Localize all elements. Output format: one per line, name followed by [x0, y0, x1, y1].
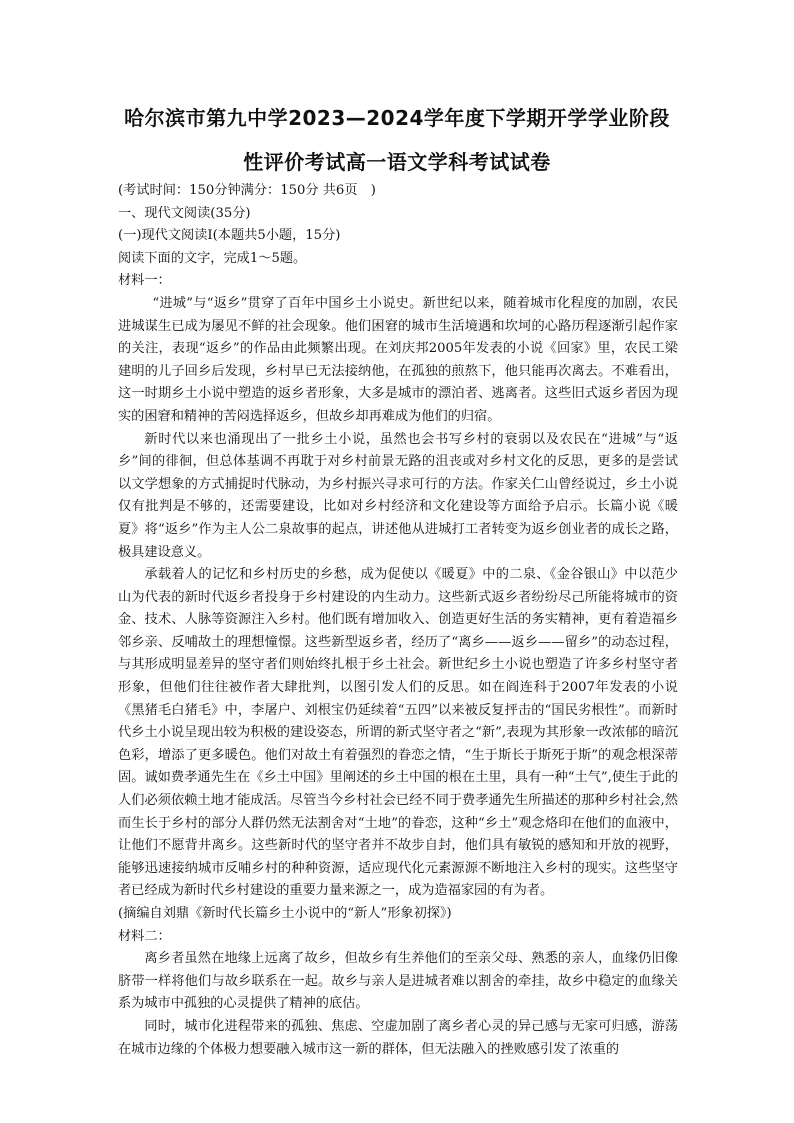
material-2-paragraph: 同时，城市化进程带来的孤独、焦虑、空虚加剧了离乡者心灵的异己感与无家可归感，游荡在城市边缘的个体极力想要融入城市这一新的群体，但无法融入的挫败感引发了浓重的 — [118, 1018, 678, 1057]
material-1-paragraph: “进城”与“返乡”贯穿了百年中国乡土小说史。新世纪以来，随着城市化程度的加剧，农民进城谋生已成为屡见不鲜的社会现象。他们困窘的城市生活境遇和坎坷的心路历程逐渐引起作家的关注，表现“返乡”的作品由此频繁出现。在刘庆邦2005年发表的小说《回家》里，农民工梁建明的儿子回乡后发现，乡村早已无法接纳他，在孤独的煎熬下，他只能再次离去。不难看出，这一时期乡土小说中塑造的返乡者形象，大多是城市的漂泊者、逃离者。这些旧式返乡者因为现实的困窘和精神的苦闷选择返乡，但故乡却再难成为他们的归宿。 — [118, 295, 678, 424]
reading-instruction: 阅读下面的文字，完成1～5题。 — [118, 250, 307, 266]
subsection-heading: (一)现代文阅读Ⅰ(本题共5小题，15分) — [118, 228, 341, 244]
material-1-source: (摘编自刘鼎《新时代长篇乡土小说中的“新人”形象初探》) — [118, 906, 452, 921]
material-1-paragraph: 新时代以来也涌现出了一批乡土小说，虽然也会书写乡村的衰弱以及农民在“进城”与“返乡”间的徘徊，但总体基调不再耽于对乡村前景无路的沮丧或对乡村文化的反思，更多的是尝试以文学想象的方式捕捉时代脉动，为乡村振兴寻求可行的方法。作家关仁山曾经说过，乡土小说仅有批判是不够的，还需要建设，比如对乡村经济和文化建设等方面给予启示。长篇小说《暖夏》将“返乡”作为主人公二泉故事的起点，讲述他从进城打工者转变为返乡创业者的成长之路，极具建设意义。 — [118, 431, 678, 560]
section-heading: 一、现代文阅读(35分) — [118, 205, 251, 221]
material-1-paragraph: 承载着人的记忆和乡村历史的乡愁，成为促使以《暖夏》中的二泉、《金谷银山》中以范少山为代表的新时代返乡者投身于乡村建设的内生动力。这些新式返乡者纷纷尽己所能将城市的资金、技术、人脉等资源注入乡村。他们既有增加收入、创造更好生活的务实精神，更有着造福乡邻乡亲、反哺故土的理想憧憬。这些新型返乡者，经历了“离乡——返乡——留乡”的动态过程，与其形成明显差异的坚守者们则始终扎根于乡土社会。新世纪乡土小说也塑造了许多乡村坚守者形象，但他们往往被作者大肆批判，以图引发人们的反思。如在阎连科于2007年发表的小说《黑猪毛白猪毛》中，李屠户、刘根宝仍延续着“五四”以来被反复抨击的“国民劣根性”。而新时代乡土小说呈现出较为积极的建设姿态，所谓的新式坚守者之“新”,表现为其形象一改浓郁的暗沉色彩，增添了更多暖色。他们对故土有着强烈的眷恋之情，“生于斯长于斯死于斯”的观念根深蒂固。诚如费孝通先生在《乡土中国》里阐述的乡土中国的根在土里，具有一种“土气”,使生于此的人们必须依赖土地才能成活。尽管当今乡村社会已经不同于费孝通先生所描述的那种乡村社会,然而生长于乡村的部分人群仍然无法割舍对“土地”的眷恋，这种“乡土”观念烙印在他们的血液中，让他们不愿背井离乡。这些新时代的坚守者并不故步自封，他们具有敏锐的感知和开放的视野，能够迅速接纳城市反哺乡村的种种资源，适应现代化元素源源不断地注入乡村的现实。这些坚守者已经成为新时代乡村建设的重要力量来源之一，成为造福家园的有为者。 — [118, 567, 678, 899]
material-1-label: 材料一： — [118, 273, 171, 289]
exam-title-line-1: 哈尔滨市第九中学2023—2024学年度下学期开学学业阶段 — [124, 106, 670, 130]
exam-info: (考试时间：150分钟满分：150分 共6页 ) — [118, 183, 376, 198]
material-2-label: 材料二： — [118, 928, 171, 944]
exam-title-line-2: 性评价考试高一语文学科考试试卷 — [243, 150, 551, 174]
exam-body — [118, 180, 678, 1061]
material-2-paragraph: 离乡者虽然在地缘上远离了故乡，但故乡有生养他们的至亲父母、熟悉的亲人，血缘仍旧像脐带一样将他们与故乡联系在一起。故乡与亲人是进城者难以割舍的牵挂，故乡中稳定的血缘关系为城市中孤独的心灵提供了精神的底估。 — [118, 951, 678, 1012]
